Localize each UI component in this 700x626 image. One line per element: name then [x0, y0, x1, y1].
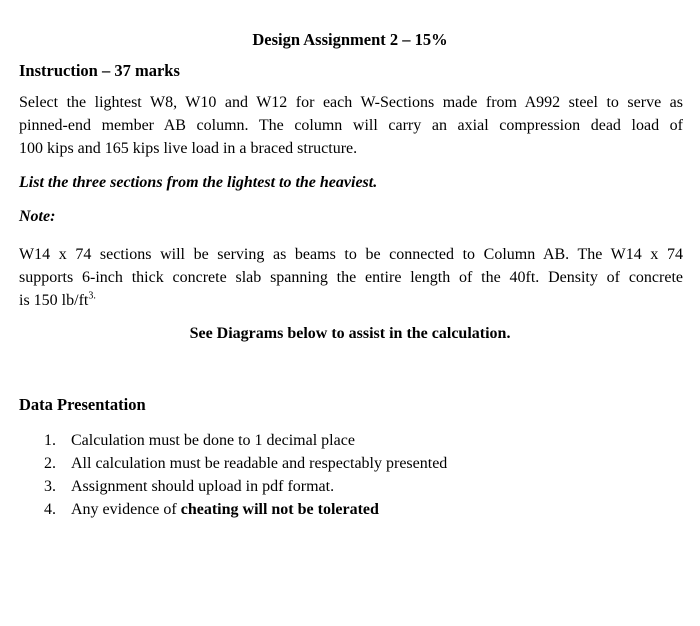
note-heading: Note:	[19, 208, 56, 225]
list-item-text: All calculation must be readable and respectably presented	[71, 455, 448, 472]
list-item	[44, 429, 447, 452]
instruction-line: pinned-end member AB column. The column will carry an axial compression dead load of	[19, 117, 683, 134]
note-line-text: is 150 lb/ft	[19, 292, 89, 309]
instruction-emphasis: List the three sections from the lightest to the heaviest.	[19, 174, 378, 191]
note-line: supports 6-inch thick concrete slab spanning the entire length of the 40ft. Density of concrete	[19, 269, 683, 286]
list-item-number: 4.	[44, 501, 56, 518]
note-paragraph	[19, 243, 683, 312]
instruction-line: 100 kips and 165 kips live load in a braced structure.	[19, 140, 358, 157]
list-item	[44, 452, 447, 475]
cubic-superscript: 3.	[88, 290, 96, 302]
list-item-text: Assignment should upload in pdf format.	[71, 478, 335, 495]
instruction-paragraph	[19, 91, 683, 160]
list-item-number: 3.	[44, 478, 56, 495]
list-item-number: 1.	[44, 432, 56, 449]
instruction-heading: Instruction – 37 marks	[19, 61, 180, 80]
list-item-bold-text: cheating will not be tolerated	[180, 501, 379, 518]
list-item-number: 2.	[44, 455, 56, 472]
data-presentation-list	[44, 429, 447, 521]
list-item-text: Calculation must be done to 1 decimal place	[71, 432, 355, 449]
note-line-last	[19, 289, 683, 312]
page-title: Design Assignment 2 – 15%	[252, 30, 448, 49]
data-presentation-heading: Data Presentation	[19, 395, 146, 414]
note-line: W14 x 74 sections will be serving as beams to be connected to Column AB. The W14 x 74	[19, 246, 683, 263]
list-item	[44, 475, 447, 498]
list-item-text: Any evidence of	[71, 501, 181, 518]
instruction-line: Select the lightest W8, W10 and W12 for each W-Sections made from A992 steel to serve as	[19, 94, 683, 111]
diagram-note: See Diagrams below to assist in the calculation.	[189, 325, 511, 342]
list-item	[44, 498, 447, 521]
